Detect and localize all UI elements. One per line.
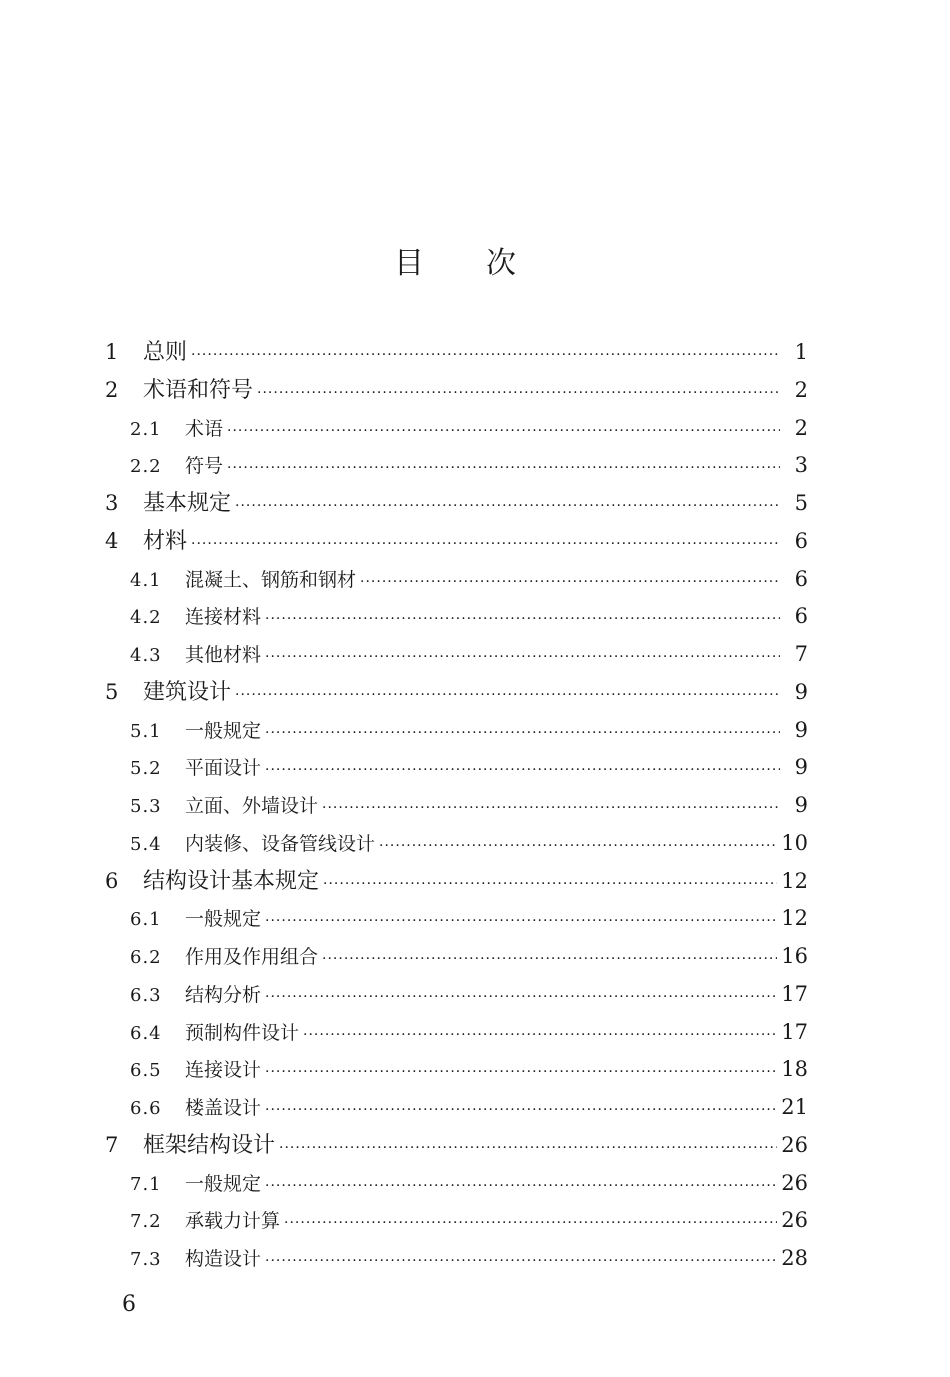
toc-entry-page: 3 xyxy=(794,453,808,478)
toc-section-entry[interactable] xyxy=(105,1202,808,1240)
toc-section-entry[interactable] xyxy=(105,938,808,976)
toc-dot-leader xyxy=(265,979,777,1017)
toc-entry-title: 符号 xyxy=(185,455,224,478)
toc-entry-title: 预制构件设计 xyxy=(185,1021,300,1044)
toc-dot-leader xyxy=(265,752,780,790)
toc-chapter-entry[interactable] xyxy=(105,523,808,561)
toc-entry-title: 一般规定 xyxy=(185,908,262,931)
toc-entry-number: 6.1 xyxy=(130,909,162,931)
toc-entry-number: 5.2 xyxy=(130,758,162,780)
toc-entry-page: 6 xyxy=(794,528,808,553)
toc-entry-page: 6 xyxy=(794,604,808,629)
toc-entry-title: 框架结构设计 xyxy=(143,1132,276,1158)
toc-chapter-entry[interactable] xyxy=(105,485,808,523)
toc-dot-leader xyxy=(379,828,777,866)
toc-chapter-entry[interactable] xyxy=(105,334,808,372)
toc-entry-title: 立面、外墙设计 xyxy=(185,795,319,817)
toc-entry-number: 5.1 xyxy=(130,720,162,742)
toc-entry-title: 其他材料 xyxy=(185,644,262,666)
toc-entry-title: 构造设计 xyxy=(185,1248,262,1270)
toc-entry-page: 1 xyxy=(794,340,808,364)
toc-dot-leader xyxy=(265,1054,777,1092)
toc-entry-page: 17 xyxy=(781,1019,808,1044)
toc-entry-title: 作用及作用组合 xyxy=(185,946,319,968)
toc-section-entry[interactable] xyxy=(105,561,808,599)
toc-section-entry[interactable] xyxy=(105,1051,808,1089)
table-of-contents xyxy=(105,334,808,1278)
toc-entry-page: 12 xyxy=(781,868,808,893)
toc-entry-number: 4.3 xyxy=(130,645,162,666)
toc-entry-page: 26 xyxy=(781,1208,808,1233)
toc-entry-number: 2.2 xyxy=(130,456,162,478)
toc-entry-page: 5 xyxy=(794,491,808,515)
toc-dot-leader xyxy=(265,903,777,941)
toc-entry-number: 7 xyxy=(105,1132,119,1157)
toc-section-entry[interactable] xyxy=(105,1089,808,1127)
toc-entry-title: 一般规定 xyxy=(185,1172,262,1195)
toc-entry-number: 6.2 xyxy=(130,947,162,968)
toc-entry-title: 连接材料 xyxy=(185,606,262,629)
toc-section-entry[interactable] xyxy=(105,1240,808,1278)
toc-entry-number: 6 xyxy=(105,868,119,893)
toc-entry-title: 连接设计 xyxy=(185,1059,262,1082)
toc-entry-number: 5.3 xyxy=(130,796,162,817)
toc-entry-number: 3 xyxy=(105,491,119,515)
toc-entry-title: 混凝土、钢筋和钢材 xyxy=(185,568,357,591)
toc-dot-leader xyxy=(235,677,780,715)
toc-entry-page: 12 xyxy=(781,906,808,931)
toc-entry-title: 一般规定 xyxy=(185,719,262,742)
toc-dot-leader xyxy=(265,715,780,753)
toc-section-entry[interactable] xyxy=(105,636,808,674)
toc-entry-page: 21 xyxy=(781,1095,808,1119)
toc-entry-title: 基本规定 xyxy=(143,491,232,516)
toc-dot-leader xyxy=(235,488,780,526)
toc-entry-title: 术语 xyxy=(185,417,224,440)
toc-entry-title: 术语和符号 xyxy=(143,377,254,403)
toc-entry-number: 7.3 xyxy=(130,1249,162,1270)
toc-entry-title: 承载力计算 xyxy=(185,1210,281,1233)
toc-entry-page: 28 xyxy=(781,1246,808,1270)
toc-entry-title: 楼盖设计 xyxy=(185,1097,262,1119)
toc-entry-number: 6.5 xyxy=(130,1060,162,1082)
toc-entry-page: 16 xyxy=(781,944,808,968)
toc-dot-leader xyxy=(265,601,780,639)
toc-entry-title: 材料 xyxy=(143,528,188,554)
toc-section-entry[interactable] xyxy=(105,712,808,750)
toc-entry-page: 7 xyxy=(794,642,808,666)
toc-dot-leader xyxy=(265,639,780,677)
toc-entry-page: 26 xyxy=(781,1132,808,1157)
toc-section-entry[interactable] xyxy=(105,447,808,485)
toc-dot-leader xyxy=(227,413,780,451)
toc-entry-page: 2 xyxy=(794,415,808,440)
toc-entry-title: 总则 xyxy=(143,340,188,365)
toc-chapter-entry[interactable] xyxy=(105,1127,808,1165)
toc-entry-number: 5 xyxy=(105,679,119,704)
toc-entry-page: 9 xyxy=(794,755,808,780)
toc-entry-page: 17 xyxy=(781,981,808,1006)
toc-dot-leader xyxy=(191,526,780,564)
toc-entry-title: 建筑设计 xyxy=(143,679,232,705)
toc-entry-title: 内装修、设备管线设计 xyxy=(185,832,376,855)
toc-entry-number: 7.1 xyxy=(130,1173,162,1195)
toc-entry-page: 9 xyxy=(794,679,808,704)
toc-entry-number: 6.3 xyxy=(130,984,162,1006)
toc-entry-page: 2 xyxy=(794,377,808,402)
toc-entry-title: 结构设计基本规定 xyxy=(143,868,320,894)
toc-dot-leader xyxy=(265,1168,777,1206)
toc-entry-number: 6.6 xyxy=(130,1098,162,1119)
toc-section-entry[interactable] xyxy=(105,1165,808,1203)
toc-dot-leader xyxy=(279,1130,777,1168)
toc-entry-page: 26 xyxy=(781,1170,808,1195)
toc-entry-page: 10 xyxy=(781,830,808,855)
toc-entry-number: 1 xyxy=(105,340,119,364)
toc-section-entry[interactable] xyxy=(105,976,808,1014)
page-title: 目次 xyxy=(394,246,578,281)
toc-entry-number: 4 xyxy=(105,528,119,553)
toc-dot-leader xyxy=(265,1092,777,1130)
toc-section-entry[interactable] xyxy=(105,410,808,448)
toc-dot-leader xyxy=(322,941,777,979)
toc-entry-title: 结构分析 xyxy=(185,983,262,1006)
toc-entry-page: 18 xyxy=(781,1057,808,1082)
toc-dot-leader xyxy=(360,564,780,602)
toc-entry-page: 6 xyxy=(794,566,808,591)
toc-section-entry[interactable] xyxy=(105,900,808,938)
toc-section-entry[interactable] xyxy=(105,749,808,787)
toc-section-entry[interactable] xyxy=(105,787,808,825)
toc-chapter-entry[interactable] xyxy=(105,674,808,712)
toc-entry-number: 4.2 xyxy=(130,607,162,629)
toc-dot-leader xyxy=(322,790,780,828)
toc-dot-leader xyxy=(191,337,780,375)
toc-dot-leader xyxy=(284,1205,777,1243)
toc-dot-leader xyxy=(303,1017,777,1055)
toc-entry-number: 2 xyxy=(105,377,119,402)
toc-entry-number: 5.4 xyxy=(130,833,162,855)
toc-entry-number: 6.4 xyxy=(130,1022,162,1044)
toc-dot-leader xyxy=(257,375,780,413)
toc-entry-page: 9 xyxy=(794,793,808,817)
toc-entry-title: 平面设计 xyxy=(185,757,262,780)
toc-entry-number: 2.1 xyxy=(130,418,162,440)
toc-chapter-entry[interactable] xyxy=(105,863,808,901)
toc-section-entry[interactable] xyxy=(105,1014,808,1052)
toc-chapter-entry[interactable] xyxy=(105,372,808,410)
toc-entry-number: 4.1 xyxy=(130,569,162,591)
toc-dot-leader xyxy=(227,450,780,488)
toc-dot-leader xyxy=(323,866,777,904)
toc-dot-leader xyxy=(265,1243,777,1281)
page-number: 6 xyxy=(122,1292,136,1317)
toc-entry-number: 7.2 xyxy=(130,1211,162,1233)
toc-section-entry[interactable] xyxy=(105,598,808,636)
toc-entry-page: 9 xyxy=(794,717,808,742)
toc-section-entry[interactable] xyxy=(105,825,808,863)
